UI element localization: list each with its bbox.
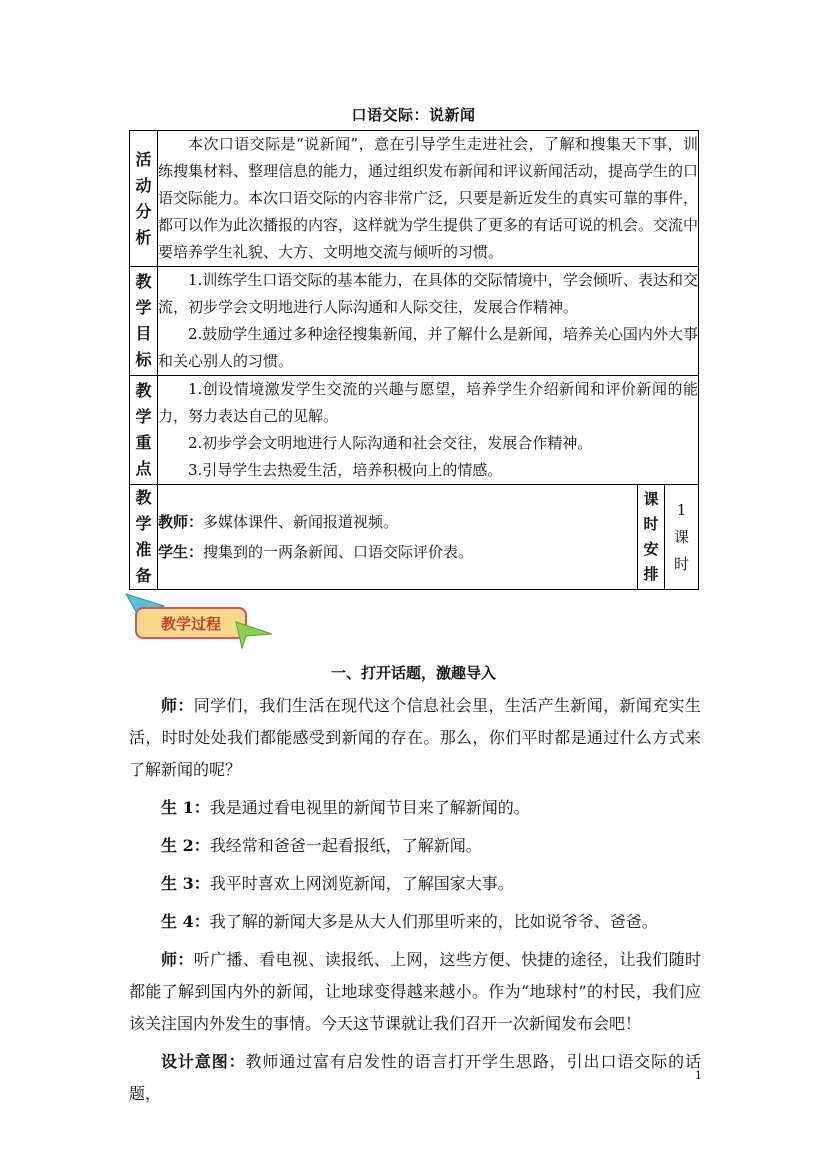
dialogue-paragraph: [129, 944, 701, 1040]
label-char: 活: [135, 149, 152, 169]
label-char: 教: [135, 488, 152, 507]
key-point-item: 3.引导学生去热爱生活，培养积极向上的情感。: [188, 461, 503, 479]
key-points-label: [130, 376, 158, 485]
label-char: 重: [135, 433, 152, 452]
student-text: 搜集到的一两条新闻、口语交际评价表。: [203, 543, 474, 561]
lesson-body: [129, 690, 701, 1116]
label-char: 点: [135, 459, 152, 478]
dialogue-paragraph: [129, 830, 701, 862]
student-prep: [158, 537, 637, 567]
speaker-label: 设计意图：: [161, 1052, 246, 1071]
paper-plane-right-icon: [236, 622, 272, 648]
preparation-label: [130, 485, 158, 590]
activity-text: 本次口语交际是“说新闻”，意在引导学生走进社会，了解和搜集天下事，训练搜集材料、整理信息的能力，通过组织发布新闻和评议新闻活动，提高学生的口语交际能力。本次口语交际的内容非常广泛，只要是新近发生的真实可靠的事件，都可以作为此次播报的内容，这样就为学生提供了更多的有话可说的机会。交流中要培养学生礼貌、大方、文明地交流与倾听的习惯。: [158, 135, 699, 261]
label-char: 备: [135, 566, 152, 585]
goals-row: [130, 267, 699, 376]
hours-label: [638, 485, 665, 590]
page-number: 1: [695, 1069, 702, 1082]
dialogue-text: 我是通过看电视里的新闻节目来了解新闻的。: [209, 798, 530, 817]
banner-text: 教学过程: [160, 615, 222, 633]
label-char: 课: [643, 490, 659, 508]
speaker-label: 生 2：: [161, 836, 210, 855]
dialogue-text: 我经常和爸爸一起看报纸，了解新闻。: [209, 836, 482, 855]
label-char: 动: [135, 175, 152, 195]
key-points-content: [158, 376, 699, 485]
speaker-label: 师：: [161, 950, 194, 969]
label-char: 排: [643, 565, 659, 583]
dialogue-paragraph: [129, 690, 701, 786]
value-char: 1: [676, 500, 687, 519]
label-char: 标: [135, 350, 152, 369]
label-char: 安: [643, 540, 659, 558]
goals-label: [130, 267, 158, 376]
goal-item: 1.训练学生口语交际的基本能力，在具体的交际情境中，学会倾听、表达和交流，初步学会文明地进行人际沟通和人际交往，发展合作精神。: [158, 271, 698, 316]
label-char: 析: [135, 227, 152, 247]
section-heading: 一、打开话题，激趣导入: [330, 664, 496, 682]
goals-content: [158, 267, 699, 376]
value-char: 时: [673, 554, 689, 573]
key-points-row: [130, 376, 699, 485]
label-char: 教: [135, 272, 152, 291]
label-char: 学: [135, 298, 152, 317]
key-point-item: 1.创设情境激发学生交流的兴趣与愿望，培养学生介绍新闻和评价新闻的能力，努力表达自己的见解。: [158, 380, 698, 425]
dialogue-paragraph: [129, 868, 701, 900]
activity-content: [158, 131, 699, 267]
activity-row: [130, 131, 699, 267]
preparation-row: [130, 485, 699, 590]
key-point-item: 2.初步学会文明地进行人际沟通和社会交往，发展合作精神。: [188, 434, 593, 452]
design-intent-text: 教师通过富有启发性的语言打开学生思路，引出口语交际的话题，: [129, 1052, 701, 1103]
dialogue-text: 听广播、看电视、读报纸、上网，这些方便、快捷的途径，让我们随时都能了解到国内外的新闻，让地球变得越来越小。作为“地球村”的村民，我们应该关注国内外发生的事情。今天这节课就让我们召开一次新闻发布会吧！: [129, 950, 701, 1033]
label-char: 学: [135, 514, 152, 533]
teacher-text: 多媒体课件、新闻报道视频。: [203, 513, 399, 531]
label-char: 时: [643, 515, 659, 533]
dialogue-text: 我了解的新闻大多是从大人们那里听来的，比如说爷爷、爸爸。: [209, 912, 658, 931]
preparation-content: [158, 485, 638, 590]
label-char: 准: [135, 540, 152, 559]
teacher-label: 教师：: [158, 513, 204, 531]
activity-label: [130, 131, 158, 267]
label-char: 分: [135, 201, 152, 221]
speaker-label: 师：: [161, 696, 194, 715]
speaker-label: 生 1：: [161, 798, 210, 817]
teacher-prep: [158, 507, 637, 537]
goal-item: 2.鼓励学生通过多种途径搜集新闻，并了解什么是新闻，培养关心国内外大事和关心别人的习惯。: [158, 325, 698, 370]
dialogue-text: 同学们，我们生活在现代这个信息社会里，生活产生新闻，新闻充实生活，时时处处我们都能感受到新闻的存在。那么，你们平时都是通过什么方式来了解新闻的呢？: [129, 696, 701, 779]
label-char: 目: [135, 324, 152, 343]
value-char: 课: [673, 527, 689, 546]
speaker-label: 生 4：: [161, 912, 210, 931]
teaching-process-banner: [124, 592, 274, 650]
page-title: 口语交际：说新闻: [351, 106, 476, 124]
speaker-label: 生 3：: [161, 874, 210, 893]
hours-value: [665, 485, 699, 590]
dialogue-text: 我平时喜欢上网浏览新闻，了解国家大事。: [209, 874, 514, 893]
design-intent-paragraph: [129, 1046, 701, 1110]
label-char: 教: [135, 381, 152, 400]
lesson-plan-table: [129, 130, 699, 590]
student-label: 学生：: [158, 543, 204, 561]
label-char: 学: [135, 407, 152, 426]
dialogue-paragraph: [129, 792, 701, 824]
dialogue-paragraph: [129, 906, 701, 938]
